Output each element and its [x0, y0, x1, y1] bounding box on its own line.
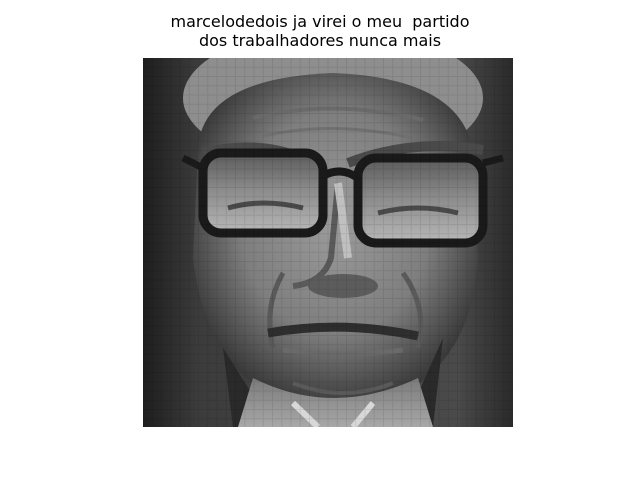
figure-title [0, 12, 640, 50]
title-line-1: marcelodedois ja virei o meu partido [170, 12, 470, 31]
face-image-drawing [143, 58, 513, 427]
title-line-2: dos trabalhadores nunca mais [198, 31, 442, 50]
face-image [143, 58, 513, 427]
